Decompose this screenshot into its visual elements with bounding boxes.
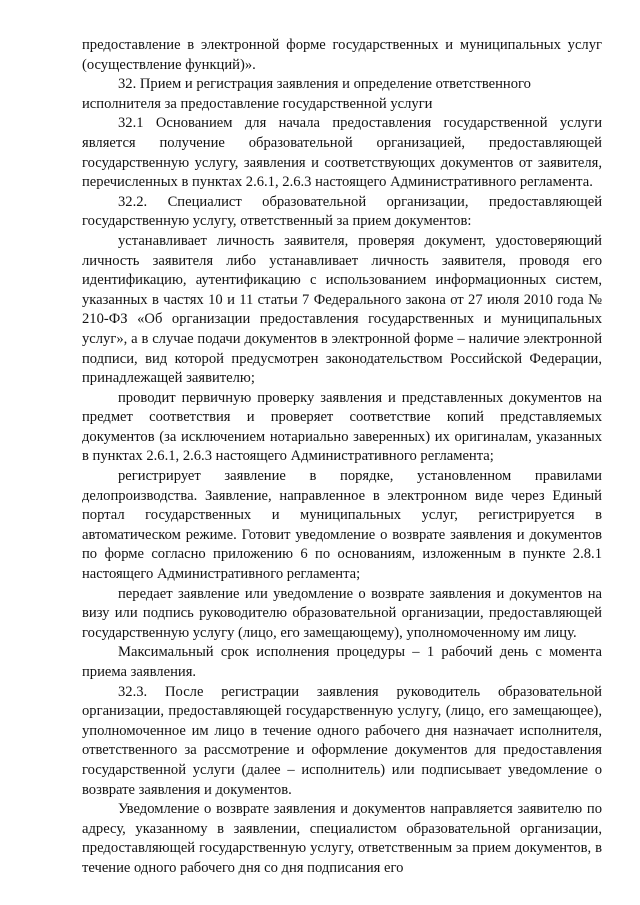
paragraph-32-2-register: регистрирует заявление в порядке, установленном правилами делопроизводства. Заявление, направленное в электронном виде через Единый портал государственных и муниципальных услуг, регистрируется в автоматическом режиме. Готовит уведомление о возврате заявления и документов по форме согласно приложению 6 по основаниям, изложенным в пункте 2.8.1 настоящего Административного регламента; (82, 468, 602, 583)
paragraph-32-3: 32.3. После регистрации заявления руководитель образовательной организации, предоставляющей государственную услугу, (лицо, его замещающее), уполномоченное им лицо в течение одного рабочего дня назначает исполнителя, ответственного за рассмотрение и оформление документов для предоставления государственной услуги (далее – исполнитель) или подписывает уведомление о возврате заявления и документов. (82, 683, 602, 798)
paragraph-32-2-identity: устанавливает личность заявителя, проверяя документ, удостоверяющий личность заявителя либо устанавливает личность заявителя, проводя его идентификацию, аутентификацию с использованием информационных систем, указанных в частях 10 и 11 статьи 7 Федерального закона от 27 июля 2010 года № 210-ФЗ «Об организации предоставления государственных и муниципальных услуг», а в случае подачи документов в электронной форме – наличие электронной подписи, вид которой предусмотрен законодательством Российской Федерации, принадлежащей заявителю; (82, 232, 602, 387)
paragraph-32-2: 32.2. Специалист образовательной организации, предоставляющей государственную услугу, ответственный за прием документов: (82, 193, 602, 230)
section-heading-32: 32. Прием и регистрация заявления и определение ответственного исполнителя за предоставление государственной услуги (82, 76, 531, 112)
paragraph-32-2-check: проводит первичную проверку заявления и представленных документов на предмет соответствия и проверяет соответствие копий представляемых документов (за исключением нотариально заверенных) их оригиналам, указанных в пунктах 2.6.1, 2.6.3 настоящего Административного регламента; (82, 389, 602, 465)
paragraph-32-2-deadline: Максимальный срок исполнения процедуры – 1 рабочий день с момента приема заявления. (82, 644, 602, 680)
paragraph-continuation: предоставление в электронной форме государственных и муниципальных услуг (осуществление функций)». (82, 37, 602, 73)
paragraph-32-1: 32.1 Основанием для начала предоставления государственной услуги является получение образовательной организацией, предоставляющей государственную услугу, заявления и соответствующих документов от заявителя, перечисленных в пунктах 2.6.1, 2.6.3 настоящего Административного регламента. (82, 115, 602, 191)
paragraph-32-2-transfer: передает заявление или уведомление о возврате заявления и документов на визу или подпись руководителю образовательной организации, предоставляющей государственную услугу (лицо, его замещающему), уполномоченному им лицу. (82, 585, 602, 641)
paragraph-32-3-notice: Уведомление о возврате заявления и документов направляется заявителю по адресу, указанному в заявлении, специалистом образовательной организации, предоставляющей государственную услугу, ответственным за прием документов, в течение одного рабочего дня со дня подписания его (82, 801, 602, 876)
